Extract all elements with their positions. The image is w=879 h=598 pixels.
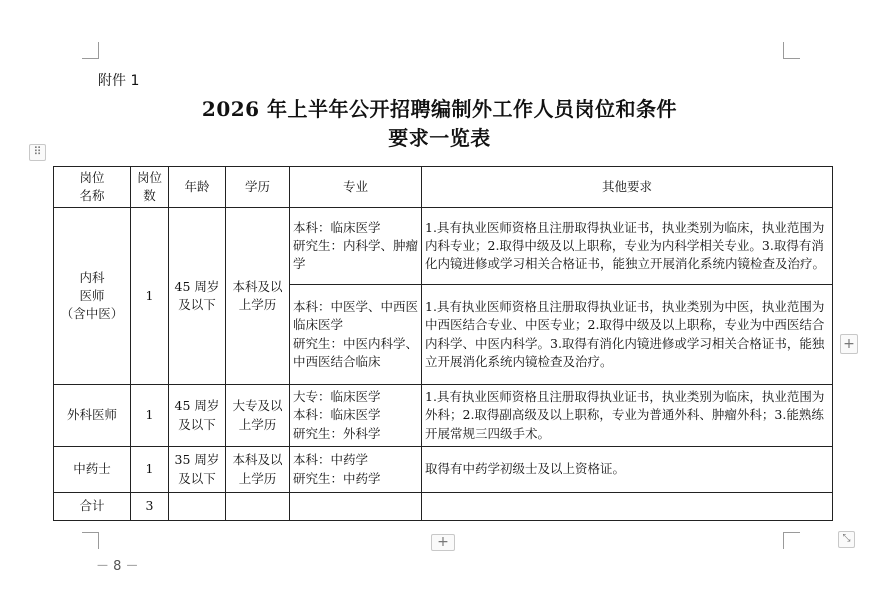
header-position-name: 岗位 名称 (54, 167, 131, 208)
crop-mark-top-left (82, 42, 99, 59)
cell-empty (290, 493, 422, 521)
table-row (54, 447, 833, 493)
attachment-label: 附件 1 (98, 73, 140, 89)
cell-requirements: 1.具有执业医师资格且注册取得执业证书，执业类别为临床，执业范围为内科专业；2.取得中级及以上职称，专业为内科学相关专业。3.取得有消化内镜进修或学习相关合格证书，能独立开展消化系统内镜检查及治疗。 (422, 208, 833, 285)
positions-table (53, 166, 833, 521)
cell-age: 45 周岁 及以下 (169, 208, 226, 385)
resize-icon[interactable]: ⤡ (838, 531, 855, 548)
header-education: 学历 (226, 167, 290, 208)
add-column-plus-icon[interactable]: + (840, 334, 858, 354)
cell-major: 本科：中医学、中西医临床医学 研究生：中医内科学、中西医结合临床 (290, 285, 422, 385)
crop-mark-bottom-right (783, 532, 800, 549)
cell-age: 45 周岁 及以下 (169, 385, 226, 447)
table-header-row (54, 167, 833, 208)
cell-position: 中药士 (54, 447, 131, 493)
cell-empty (422, 493, 833, 521)
cell-position: 内科 医师 （含中医） (54, 208, 131, 385)
cell-education: 本科及以 上学历 (226, 208, 290, 385)
cell-empty (226, 493, 290, 521)
header-major: 专业 (290, 167, 422, 208)
cell-position: 外科医师 (54, 385, 131, 447)
cell-empty (169, 493, 226, 521)
page-number: － 8 － (96, 559, 139, 574)
cell-major: 大专：临床医学 本科：临床医学 研究生：外科学 (290, 385, 422, 447)
cell-requirements: 取得有中药学初级士及以上资格证。 (422, 447, 833, 493)
cell-total-label: 合计 (54, 493, 131, 521)
move-icon[interactable]: ⠿ (29, 144, 46, 161)
header-age: 年龄 (169, 167, 226, 208)
cell-requirements: 1.具有执业医师资格且注册取得执业证书，执业类别为中医，执业范围为中西医结合专业、中医专业；2.取得中级及以上职称，专业为中西医结合内科学、中医内科学。3.取得有消化内镜进修或学习相关合格证书，能独立开展消化系统内镜检查及治疗。 (422, 285, 833, 385)
header-other-requirements: 其他要求 (422, 167, 833, 208)
cell-count: 1 (131, 385, 169, 447)
cell-requirements: 1.具有执业医师资格且注册取得执业证书，执业类别为临床，执业范围为外科；2.取得副高级及以上职称，专业为普通外科、肿瘤外科；3.能熟练开展常规三四级手术。 (422, 385, 833, 447)
header-position-count: 岗位 数 (131, 167, 169, 208)
add-row-plus-icon[interactable]: + (431, 534, 455, 551)
table-row (54, 385, 833, 447)
cell-education: 大专及以 上学历 (226, 385, 290, 447)
cell-total-count: 3 (131, 493, 169, 521)
document-title: 2026 年上半年公开招聘编制外工作人员岗位和条件 (201, 97, 678, 121)
cell-major: 本科：临床医学 研究生：内科学、肿瘤学 (290, 208, 422, 285)
cell-major: 本科：中药学 研究生：中药学 (290, 447, 422, 493)
cell-education: 本科及以 上学历 (226, 447, 290, 493)
table-total-row (54, 493, 833, 521)
cell-age: 35 周岁 及以下 (169, 447, 226, 493)
table-row (54, 208, 833, 285)
cell-count: 1 (131, 208, 169, 385)
cell-count: 1 (131, 447, 169, 493)
crop-mark-top-right (783, 42, 800, 59)
crop-mark-bottom-left (82, 532, 99, 549)
document-subtitle: 要求一览表 (388, 126, 491, 150)
